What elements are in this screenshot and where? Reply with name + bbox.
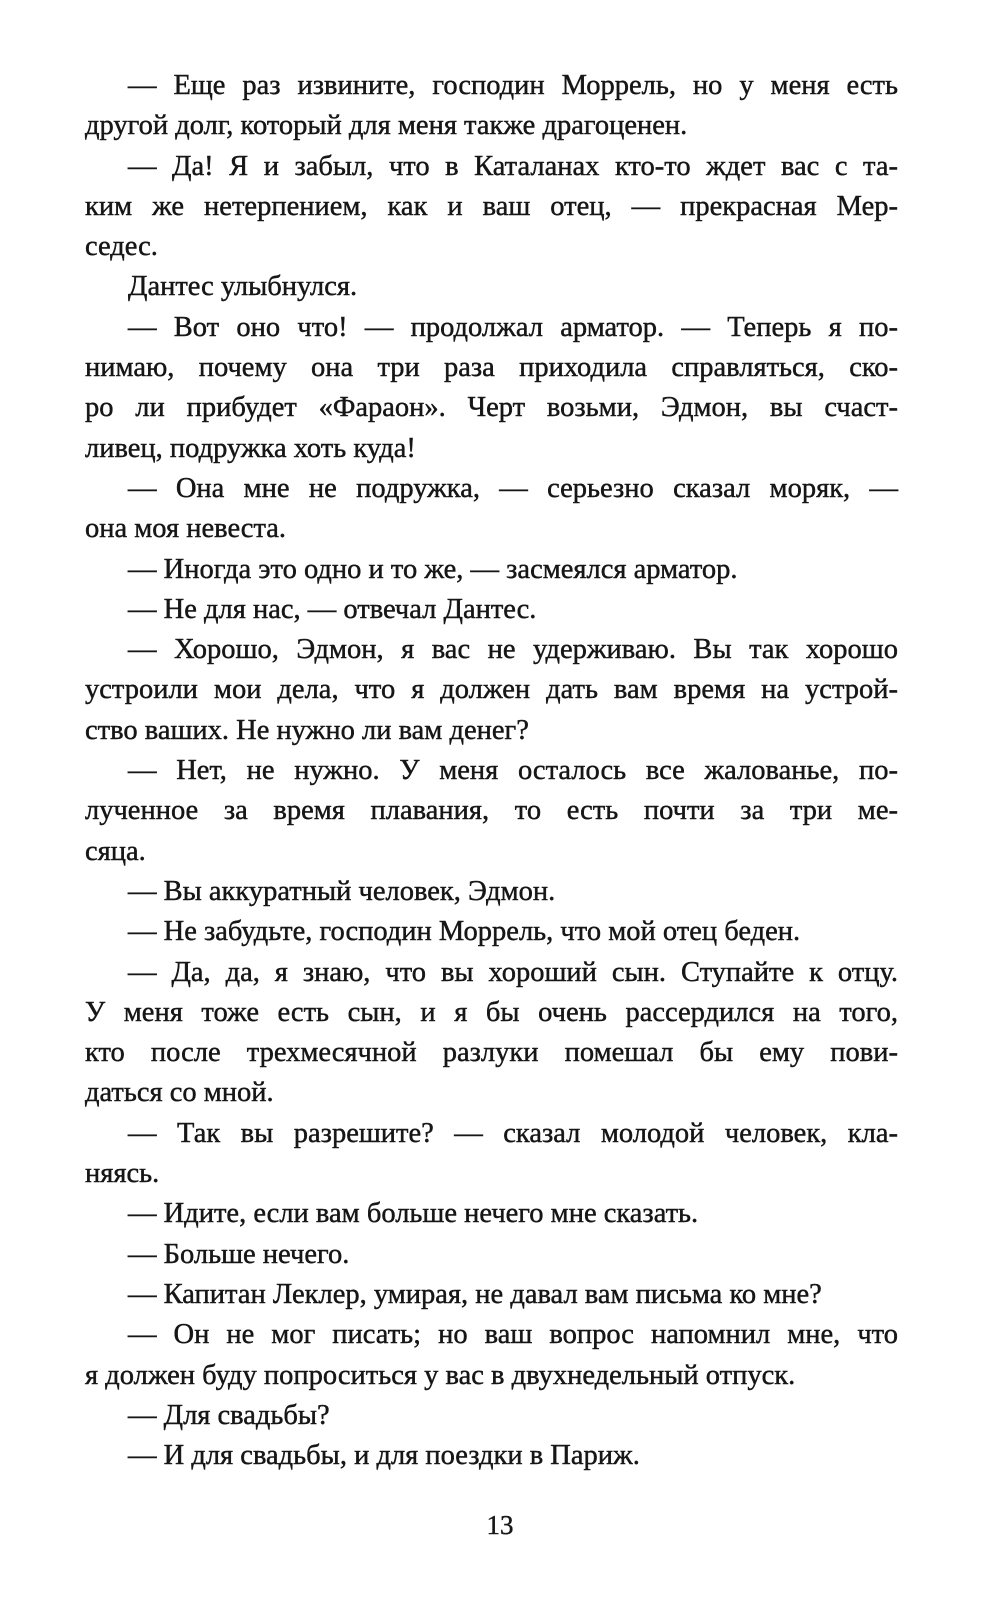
paragraph	[85, 912, 898, 952]
text-line: кто после трехмесячной разлуки помешал бы ему пови-	[85, 1037, 898, 1069]
text-line: — Хорошо, Эдмон, я вас не удерживаю. Вы так хорошо	[128, 634, 898, 666]
paragraph	[85, 630, 898, 751]
text-line: даться со мной.	[85, 1077, 274, 1109]
text-line: — Нет, не нужно. У меня осталось все жалованье, по-	[128, 755, 898, 787]
text-line: — Иногда это одно и то же, — засмеялся арматор.	[128, 553, 738, 585]
paragraph	[85, 1315, 898, 1396]
page-number: 13	[486, 1510, 514, 1540]
paragraph	[85, 147, 898, 268]
text-line: сяца.	[85, 835, 146, 867]
book-page-text	[85, 66, 898, 1476]
text-line: — Так вы разрешите? — сказал молодой человек, кла-	[128, 1117, 898, 1149]
paragraph	[85, 1235, 898, 1275]
text-line: лученное за время плавания, то есть почти за три ме-	[85, 795, 898, 827]
text-line: устроили мои дела, что я должен дать вам время на устрой-	[85, 674, 898, 706]
paragraph	[85, 308, 898, 469]
paragraph	[85, 66, 898, 147]
text-line: ство ваших. Не нужно ли вам денег?	[85, 714, 529, 746]
text-line: — Больше нечего.	[128, 1238, 350, 1270]
text-line: — Еще раз извините, господин Моррель, но у меня есть	[128, 70, 898, 101]
text-line: — Он не мог писать; но ваш вопрос напомнил мне, что	[128, 1319, 898, 1351]
text-line: я должен буду попроситься у вас в двухнедельный отпуск.	[85, 1359, 796, 1391]
text-line: она моя невеста.	[85, 513, 287, 545]
text-line: Дантес улыбнулся.	[128, 271, 358, 303]
paragraph	[85, 1396, 898, 1436]
text-line: У меня тоже есть сын, и я бы очень рассердился на того,	[85, 996, 898, 1028]
text-line: ро ли прибудет «Фараон». Черт возьми, Эдмон, вы счаст-	[85, 392, 898, 424]
paragraph	[85, 1275, 898, 1315]
paragraph	[85, 1436, 898, 1476]
text-line: ливец, подружка хоть куда!	[85, 432, 416, 464]
paragraph	[85, 872, 898, 912]
paragraph	[85, 1194, 898, 1234]
paragraph	[85, 550, 898, 590]
text-line: ким же нетерпением, как и ваш отец, — прекрасная Мер-	[85, 190, 898, 222]
paragraph	[85, 469, 898, 550]
text-line: — Да! Я и забыл, что в Каталанах кто-то ждет вас с та-	[128, 150, 898, 182]
text-line: — Не забудьте, господин Моррель, что мой отец беден.	[128, 916, 801, 948]
text-line: — Она мне не подружка, — серьезно сказал моряк, —	[128, 472, 898, 504]
text-line: — Да, да, я знаю, что вы хороший сын. Ступайте к отцу.	[128, 956, 898, 988]
text-line: другой долг, который для меня также драгоценен.	[85, 110, 688, 142]
text-line: — Идите, если вам больше нечего мне сказать.	[128, 1198, 699, 1230]
text-line: — Не для нас, — отвечал Дантес.	[128, 593, 537, 625]
text-line: — Вы аккуратный человек, Эдмон.	[128, 875, 556, 907]
paragraph	[85, 590, 898, 630]
paragraph	[85, 953, 898, 1114]
paragraph	[85, 751, 898, 872]
text-line: — И для свадьбы, и для поездки в Париж.	[128, 1440, 640, 1472]
paragraph	[85, 1114, 898, 1195]
paragraph	[85, 267, 898, 307]
text-line: седес.	[85, 231, 158, 263]
text-line: — Для свадьбы?	[128, 1399, 330, 1431]
text-line: няясь.	[85, 1158, 160, 1190]
text-line: — Капитан Леклер, умирая, не давал вам письма ко мне?	[128, 1278, 822, 1310]
text-line: — Вот оно что! — продолжал арматор. — Теперь я по-	[128, 311, 898, 343]
text-line: нимаю, почему она три раза приходила справляться, ско-	[85, 352, 898, 384]
